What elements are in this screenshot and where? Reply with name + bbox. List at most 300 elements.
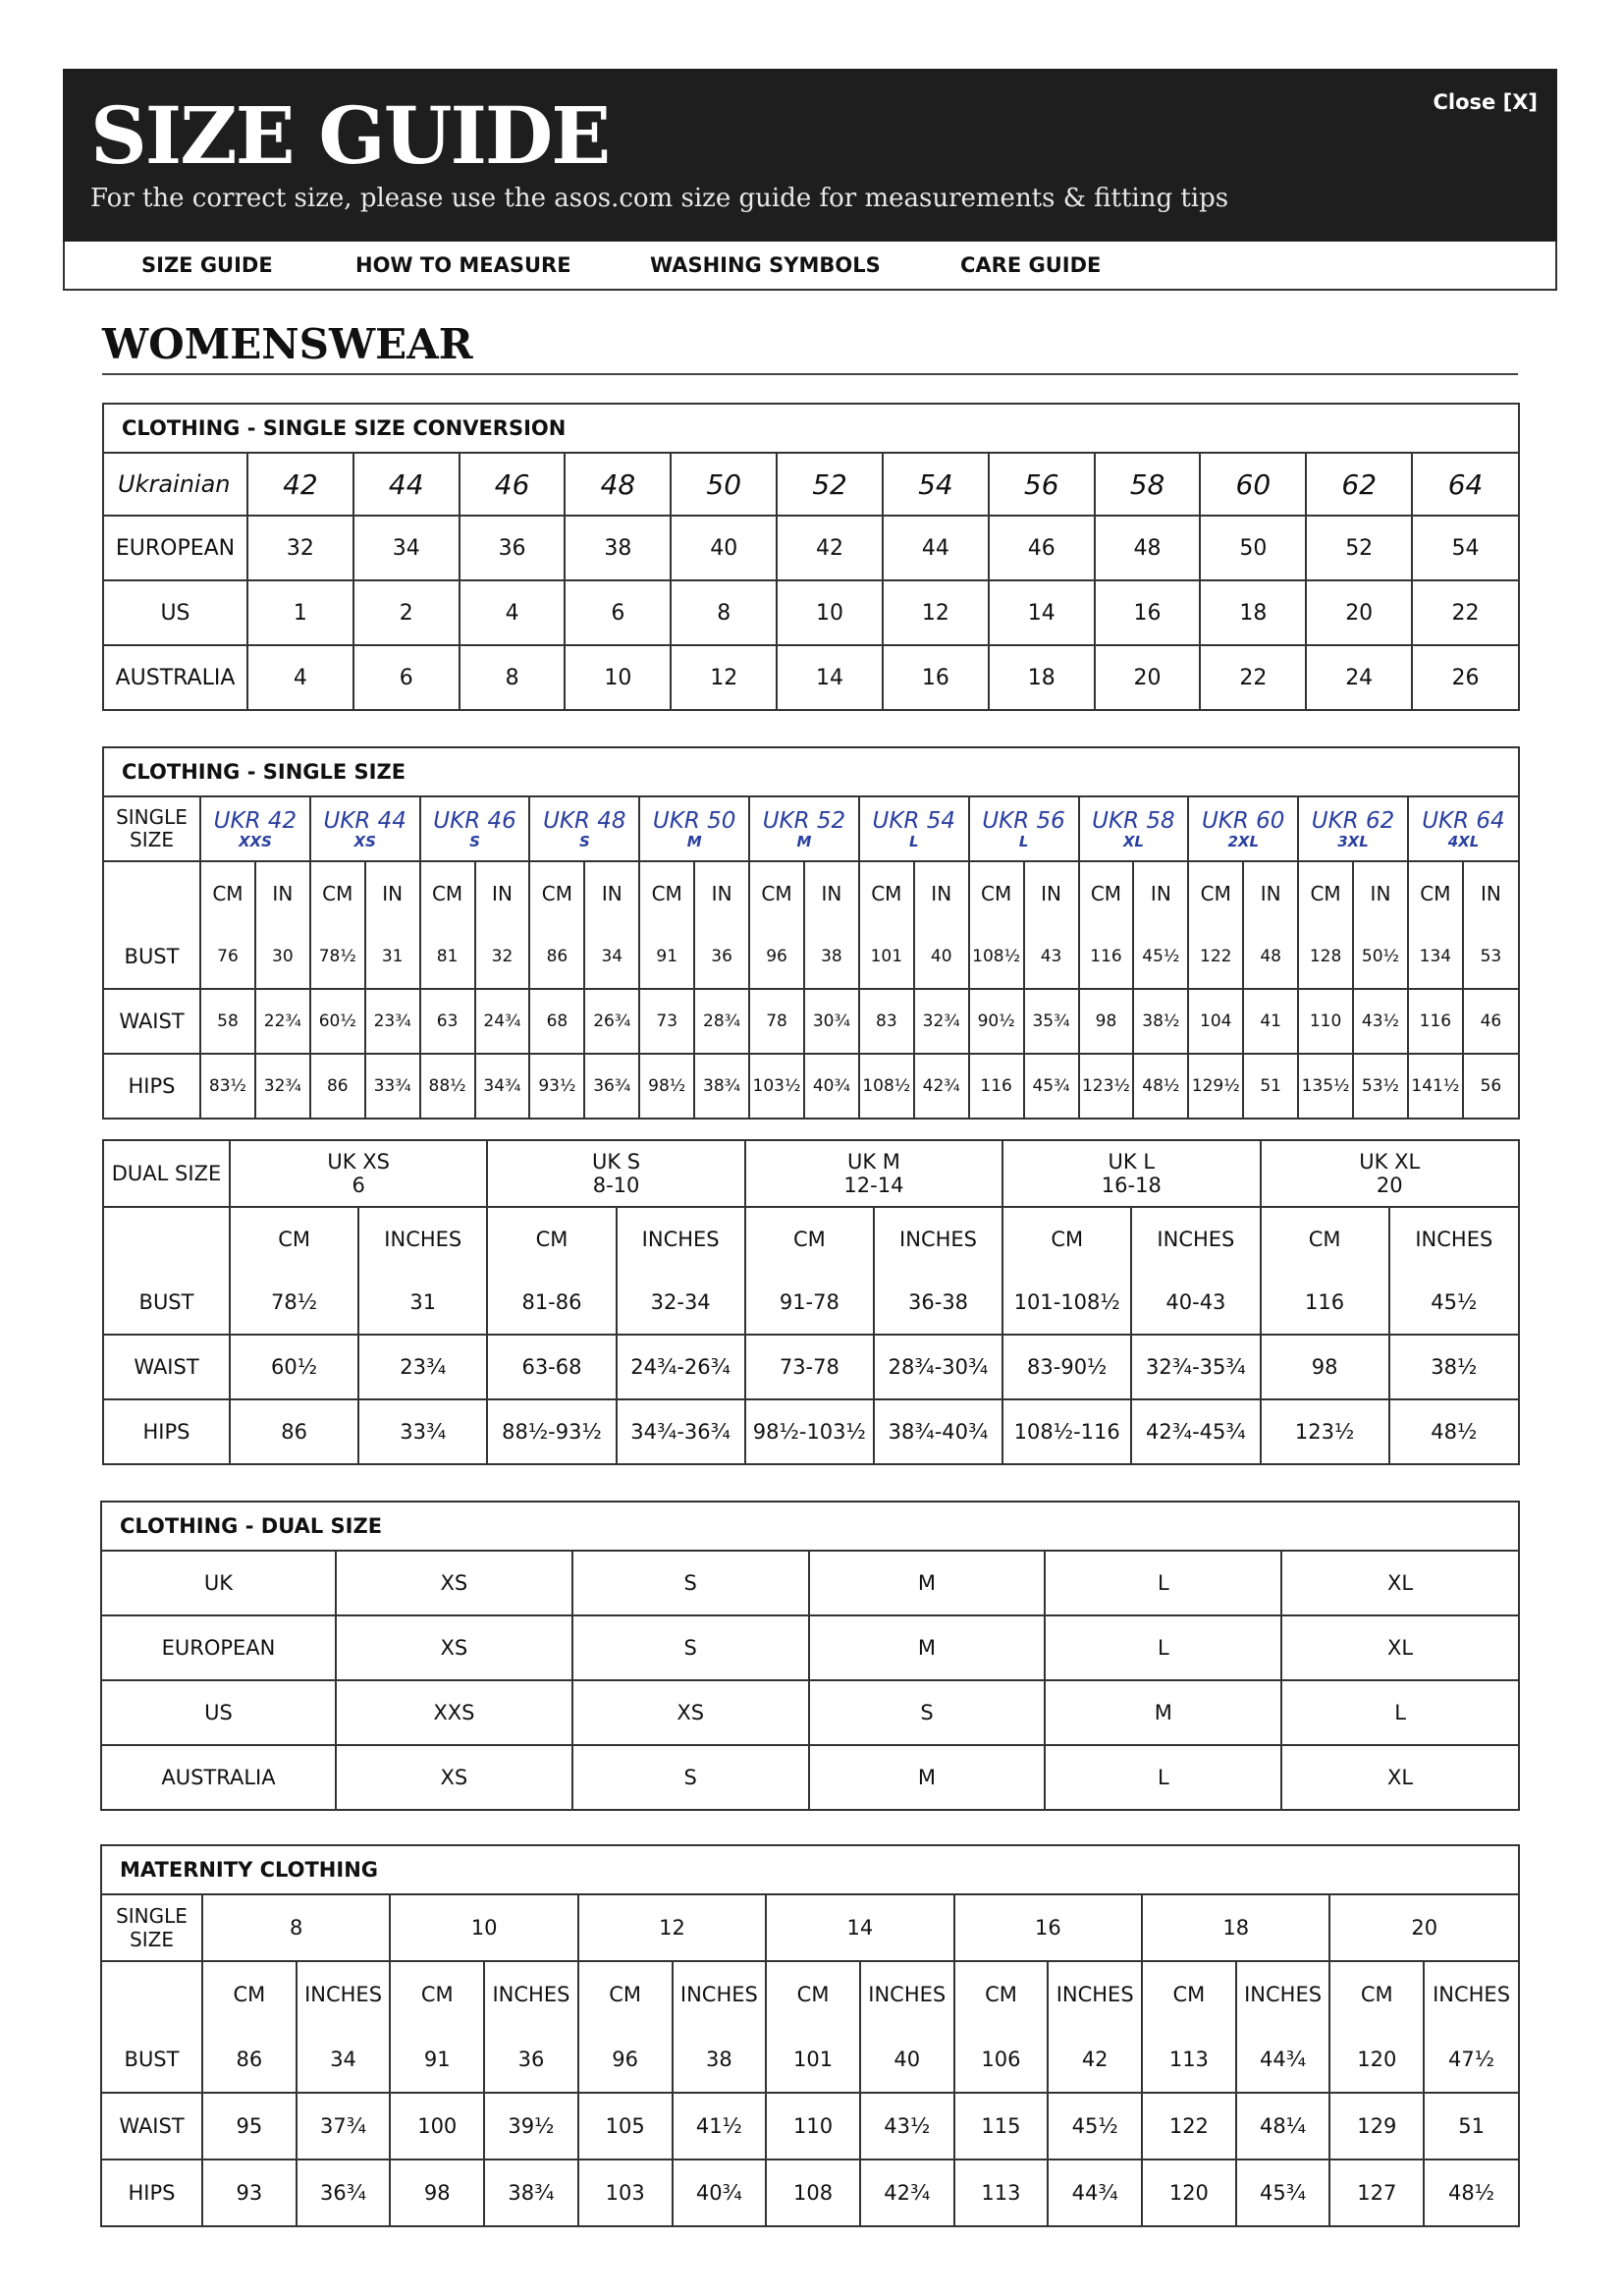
table-cell: 20 — [1095, 645, 1201, 709]
row-label: HIPS — [104, 1399, 230, 1463]
ukr-size-label: UKR 52 — [762, 808, 846, 834]
table-cell: 10 — [777, 580, 883, 645]
table-cell: 47½ — [1424, 2027, 1518, 2093]
table-cell: 40¾ — [673, 2159, 767, 2225]
unit-header: IN — [1353, 861, 1408, 925]
table-cell: 106 — [954, 2027, 1049, 2093]
maternity-table — [100, 1844, 1520, 2227]
table-cell: 88½ — [420, 1054, 475, 1118]
table-cell: L — [1045, 1552, 1281, 1615]
unit-header: CM — [749, 861, 804, 925]
table-cell: 98 — [1079, 989, 1134, 1054]
ukr-size-label: UKR 54 — [872, 808, 956, 834]
table-cell: 48½ — [1133, 1054, 1188, 1118]
size-header — [1298, 797, 1408, 861]
unit-header: CM — [969, 861, 1024, 925]
table-cell: 110 — [766, 2093, 860, 2159]
table-cell: 81 — [420, 925, 475, 989]
table-cell: 45¾ — [1024, 1054, 1079, 1118]
table-title: CLOTHING - SINGLE SIZE CONVERSION — [104, 405, 1518, 454]
row-label: BUST — [104, 925, 200, 989]
size-header: 20 — [1329, 1895, 1518, 1961]
dual-size-measurements-table — [102, 1139, 1520, 1465]
table-cell: 51 — [1424, 2093, 1518, 2159]
unit-header: INCHES — [1236, 1961, 1330, 2027]
table-row — [102, 1745, 1518, 1809]
table-cell: 16 — [1095, 580, 1201, 645]
table-cell: 26 — [1412, 645, 1518, 709]
conversion-grid — [104, 454, 1518, 709]
table-cell: 31 — [365, 925, 420, 989]
table-cell: 48½ — [1424, 2159, 1518, 2225]
table-row — [102, 2027, 1518, 2093]
table-cell: 122 — [1142, 2093, 1236, 2159]
table-cell: 116 — [1408, 989, 1463, 1054]
table-cell: 48 — [1095, 516, 1201, 580]
table-cell: 50 — [1200, 516, 1306, 580]
table-cell: 32¾-35¾ — [1131, 1335, 1260, 1399]
size-name: UK L — [1108, 1150, 1156, 1174]
table-cell: 122 — [1188, 925, 1243, 989]
size-header — [1079, 797, 1189, 861]
table-cell: XS — [336, 1552, 572, 1615]
table-cell: 33¾ — [358, 1399, 487, 1463]
table-cell: 46 — [460, 454, 566, 516]
single-size-label: SINGLE SIZE — [104, 797, 200, 861]
size-header — [420, 797, 530, 861]
table-title: CLOTHING - DUAL SIZE — [102, 1503, 1518, 1552]
table-cell: 24¾ — [475, 989, 530, 1054]
table-cell: 78 — [749, 989, 804, 1054]
table-cell: 20 — [1306, 580, 1412, 645]
row-label: HIPS — [104, 1054, 200, 1118]
table-cell: 60 — [1200, 454, 1306, 516]
table-cell: 98 — [390, 2159, 484, 2225]
table-cell: 45¾ — [1236, 2159, 1330, 2225]
row-label: BUST — [102, 2027, 202, 2093]
unit-header: CM — [1188, 861, 1243, 925]
table-cell: 23¾ — [365, 989, 420, 1054]
table-cell: 129½ — [1188, 1054, 1243, 1118]
table-cell: 48½ — [1389, 1399, 1518, 1463]
size-header: 8 — [202, 1895, 390, 1961]
table-cell: 8 — [671, 580, 777, 645]
table-cell: 42 — [247, 454, 353, 516]
table-cell: 18 — [1200, 580, 1306, 645]
unit-header: IN — [1024, 861, 1079, 925]
table-cell: 32 — [247, 516, 353, 580]
table-row — [102, 1615, 1518, 1680]
blank-cell — [104, 861, 200, 925]
unit-header: CM — [200, 861, 255, 925]
table-cell: 38½ — [1133, 989, 1188, 1054]
row-label: EUROPEAN — [102, 1615, 336, 1680]
row-label: US — [102, 1680, 336, 1745]
letter-size-tag: 3XL — [1337, 833, 1369, 850]
table-cell: S — [809, 1680, 1046, 1745]
table-cell: 100 — [390, 2093, 484, 2159]
ukr-size-label: UKR 56 — [982, 808, 1065, 834]
table-cell: 37¾ — [297, 2093, 391, 2159]
table-cell: 38¾-40¾ — [874, 1399, 1002, 1463]
table-cell: 22 — [1200, 645, 1306, 709]
table-cell: 68 — [529, 989, 584, 1054]
table-cell: 86 — [202, 2027, 297, 2093]
table-cell: 43 — [1024, 925, 1079, 989]
table-cell: 34 — [353, 516, 460, 580]
table-cell: 60½ — [310, 989, 365, 1054]
table-cell: 14 — [777, 645, 883, 709]
table-cell: 62 — [1306, 454, 1412, 516]
size-header — [745, 1141, 1002, 1207]
table-row — [102, 1552, 1518, 1615]
table-cell: 18 — [989, 645, 1095, 709]
size-header: 14 — [766, 1895, 953, 1961]
size-header — [1408, 797, 1518, 861]
row-label: AUSTRALIA — [104, 645, 247, 709]
table-cell: XL — [1281, 1552, 1518, 1615]
table-cell: 52 — [777, 454, 883, 516]
table-cell: 40 — [671, 516, 777, 580]
table-cell: 58 — [200, 989, 255, 1054]
letter-size-tag: 2XL — [1227, 833, 1259, 850]
size-header — [969, 797, 1079, 861]
unit-header: CM — [1002, 1207, 1131, 1271]
table-cell: 34 — [297, 2027, 391, 2093]
row-label: WAIST — [104, 989, 200, 1054]
size-guide-header — [63, 69, 1557, 242]
table-cell: 98½-103½ — [745, 1399, 874, 1463]
tab-size-guide[interactable]: SIZE GUIDE — [141, 253, 273, 277]
table-cell: 54 — [1412, 516, 1518, 580]
table-cell: 45½ — [1133, 925, 1188, 989]
table-cell: 43½ — [860, 2093, 954, 2159]
letter-size-tag: L — [909, 833, 919, 850]
table-cell: 101 — [766, 2027, 860, 2093]
table-cell: 38 — [565, 516, 671, 580]
table-cell: 41 — [1243, 989, 1298, 1054]
table-cell: 32 — [475, 925, 530, 989]
table-cell: 38¾ — [484, 2159, 578, 2225]
unit-header: IN — [694, 861, 749, 925]
size-number: 6 — [352, 1174, 365, 1197]
row-label: WAIST — [104, 1335, 230, 1399]
dual-size-measure-grid — [104, 1141, 1518, 1463]
table-cell: 90½ — [969, 989, 1024, 1054]
table-cell: 91 — [639, 925, 694, 989]
table-cell: 93½ — [529, 1054, 584, 1118]
letter-size-tag: XL — [1122, 833, 1144, 850]
table-cell: 56 — [989, 454, 1095, 516]
table-cell: 53½ — [1353, 1054, 1408, 1118]
table-cell: 36¾ — [297, 2159, 391, 2225]
ukr-size-label: UKR 42 — [213, 808, 298, 834]
table-row — [104, 580, 1518, 645]
table-cell: 134 — [1408, 925, 1463, 989]
table-cell: 10 — [565, 645, 671, 709]
row-label: WAIST — [102, 2093, 202, 2159]
table-cell: 28¾ — [694, 989, 749, 1054]
ukr-size-label: UKR 60 — [1201, 808, 1285, 834]
table-cell: 108½-116 — [1002, 1399, 1131, 1463]
row-label: HIPS — [102, 2159, 202, 2225]
size-name: UK S — [591, 1150, 641, 1174]
single-size-conversion-table — [102, 403, 1520, 711]
table-cell: 6 — [565, 580, 671, 645]
table-cell: 96 — [578, 2027, 673, 2093]
letter-size-tag: S — [469, 833, 480, 850]
table-cell: 105 — [578, 2093, 673, 2159]
unit-header: INCHES — [1424, 1961, 1518, 2027]
table-cell: 91-78 — [745, 1271, 874, 1335]
unit-header: CM — [578, 1961, 673, 2027]
table-cell: 36 — [484, 2027, 578, 2093]
table-cell: 78½ — [230, 1271, 358, 1335]
tab-washing-symbols[interactable]: WASHING SYMBOLS — [650, 253, 881, 277]
size-header — [859, 797, 969, 861]
table-cell: M — [1045, 1680, 1281, 1745]
table-cell: 6 — [353, 645, 460, 709]
unit-header: IN — [1133, 861, 1188, 925]
unit-header: IN — [914, 861, 969, 925]
ukr-size-label: UKR 46 — [433, 808, 516, 834]
table-row — [104, 1271, 1518, 1335]
table-cell: S — [572, 1552, 809, 1615]
table-cell: L — [1045, 1745, 1281, 1809]
table-cell: 135½ — [1298, 1054, 1353, 1118]
unit-header: INCHES — [484, 1961, 578, 2027]
table-cell: 33¾ — [365, 1054, 420, 1118]
unit-header: CM — [766, 1961, 860, 2027]
table-cell: 42 — [1048, 2027, 1142, 2093]
unit-header: INCHES — [1389, 1207, 1518, 1271]
table-cell: M — [809, 1745, 1046, 1809]
close-button[interactable]: Close [X] — [1433, 90, 1538, 114]
table-row — [102, 2093, 1518, 2159]
table-cell: XS — [572, 1680, 809, 1745]
table-cell: 4 — [460, 580, 566, 645]
unit-header: CM — [390, 1961, 484, 2027]
ukr-size-label: UKR 58 — [1092, 808, 1175, 834]
letter-size-tag: XXS — [238, 833, 272, 850]
table-cell: 101-108½ — [1002, 1271, 1131, 1335]
size-header: 10 — [390, 1895, 577, 1961]
table-cell: 98 — [1261, 1335, 1389, 1399]
size-number: 16-18 — [1101, 1174, 1162, 1197]
table-cell: 46 — [1463, 989, 1518, 1054]
table-cell: 40 — [860, 2027, 954, 2093]
table-cell: XS — [336, 1615, 572, 1680]
table-cell: 83 — [859, 989, 914, 1054]
size-header — [487, 1141, 744, 1207]
table-cell: 48 — [565, 454, 671, 516]
table-cell: 41½ — [673, 2093, 767, 2159]
unit-header: IN — [584, 861, 639, 925]
unit-header: CM — [529, 861, 584, 925]
tab-care-guide[interactable]: CARE GUIDE — [960, 253, 1102, 277]
unit-header: CM — [954, 1961, 1049, 2027]
tab-how-to-measure[interactable]: HOW TO MEASURE — [355, 253, 571, 277]
table-cell: 101 — [859, 925, 914, 989]
size-header — [1188, 797, 1298, 861]
unit-header: CM — [1329, 1961, 1424, 2027]
header-subtitle: For the correct size, please use the asos.com size guide for measurements & fitting tips — [90, 184, 1229, 213]
table-cell: 4 — [247, 645, 353, 709]
table-cell: 120 — [1329, 2027, 1424, 2093]
table-cell: 113 — [954, 2159, 1049, 2225]
table-cell: 34¾-36¾ — [617, 1399, 745, 1463]
size-header — [749, 797, 859, 861]
table-cell: 98½ — [639, 1054, 694, 1118]
table-row — [102, 2159, 1518, 2225]
unit-header: INCHES — [1048, 1961, 1142, 2027]
table-cell: 42 — [777, 516, 883, 580]
table-cell: 76 — [200, 925, 255, 989]
row-label: EUROPEAN — [104, 516, 247, 580]
table-cell: 120 — [1142, 2159, 1236, 2225]
table-cell: 108½ — [859, 1054, 914, 1118]
table-cell: XS — [336, 1745, 572, 1809]
table-cell: S — [572, 1615, 809, 1680]
table-cell: 81-86 — [487, 1271, 616, 1335]
row-label: BUST — [104, 1271, 230, 1335]
table-cell: 110 — [1298, 989, 1353, 1054]
table-cell: 12 — [671, 645, 777, 709]
table-cell: 116 — [1079, 925, 1134, 989]
table-cell: 45½ — [1389, 1271, 1518, 1335]
table-cell: 103½ — [749, 1054, 804, 1118]
table-cell: 141½ — [1408, 1054, 1463, 1118]
table-cell: 48¼ — [1236, 2093, 1330, 2159]
table-cell: 31 — [358, 1271, 487, 1335]
size-number: 8-10 — [592, 1174, 640, 1197]
table-cell: 14 — [989, 580, 1095, 645]
blank-cell — [102, 1961, 202, 2027]
table-cell: 116 — [969, 1054, 1024, 1118]
table-cell: 63 — [420, 989, 475, 1054]
size-name: UK M — [846, 1150, 900, 1174]
row-label: US — [104, 580, 247, 645]
table-cell: 93 — [202, 2159, 297, 2225]
table-cell: 108½ — [969, 925, 1024, 989]
table-cell: M — [809, 1552, 1046, 1615]
size-header — [200, 797, 310, 861]
table-cell: 36-38 — [874, 1271, 1002, 1335]
unit-header: CM — [202, 1961, 297, 2027]
unit-header: CM — [859, 861, 914, 925]
unit-header: CM — [745, 1207, 874, 1271]
unit-header: CM — [639, 861, 694, 925]
ukr-size-label: UKR 64 — [1422, 808, 1505, 834]
table-cell: 28¾-30¾ — [874, 1335, 1002, 1399]
table-cell: 23¾ — [358, 1335, 487, 1399]
table-cell: 58 — [1095, 454, 1201, 516]
table-cell: 96 — [749, 925, 804, 989]
table-cell: 104 — [1188, 989, 1243, 1054]
unit-header: INCHES — [1131, 1207, 1260, 1271]
dual-size-table — [100, 1501, 1520, 1811]
blank-cell — [104, 1207, 230, 1271]
row-label: AUSTRALIA — [102, 1745, 336, 1809]
table-title: MATERNITY CLOTHING — [102, 1846, 1518, 1895]
dual-size-grid — [102, 1552, 1518, 1809]
ukr-size-label: UKR 48 — [543, 808, 626, 834]
table-row — [104, 1399, 1518, 1463]
unit-header: INCHES — [673, 1961, 767, 2027]
table-cell: 40 — [914, 925, 969, 989]
maternity-grid — [102, 1895, 1518, 2225]
table-cell: 44¾ — [1048, 2159, 1142, 2225]
table-cell: 22¾ — [255, 989, 310, 1054]
table-cell: 36 — [460, 516, 566, 580]
table-row — [104, 516, 1518, 580]
ukr-size-label: UKR 44 — [323, 808, 406, 834]
size-name: UK XL — [1359, 1150, 1421, 1174]
table-cell: 38 — [673, 2027, 767, 2093]
table-cell: 42¾ — [860, 2159, 954, 2225]
table-cell: 50 — [671, 454, 777, 516]
table-cell: 44 — [353, 454, 460, 516]
size-header — [310, 797, 420, 861]
unit-header: INCHES — [874, 1207, 1002, 1271]
unit-header: INCHES — [358, 1207, 487, 1271]
table-cell: 73-78 — [745, 1335, 874, 1399]
table-cell: 116 — [1261, 1271, 1389, 1335]
table-cell: 38 — [804, 925, 859, 989]
unit-header: CM — [487, 1207, 616, 1271]
table-cell: XXS — [336, 1680, 572, 1745]
table-cell: 35¾ — [1024, 989, 1079, 1054]
ukr-size-label: UKR 62 — [1311, 808, 1395, 834]
size-name: UK XS — [327, 1150, 390, 1174]
table-cell: 56 — [1463, 1054, 1518, 1118]
unit-header: CM — [1298, 861, 1353, 925]
table-cell: 34 — [584, 925, 639, 989]
table-cell: 32¾ — [255, 1054, 310, 1118]
table-cell: 46 — [989, 516, 1095, 580]
table-cell: 83-90½ — [1002, 1335, 1131, 1399]
table-cell: 127 — [1329, 2159, 1424, 2225]
table-row — [104, 1335, 1518, 1399]
table-cell: L — [1281, 1680, 1518, 1745]
table-cell: 73 — [639, 989, 694, 1054]
table-cell: XL — [1281, 1615, 1518, 1680]
table-cell: 48 — [1243, 925, 1298, 989]
page-title: SIZE GUIDE — [90, 89, 610, 182]
table-cell: 42¾ — [914, 1054, 969, 1118]
table-cell: 86 — [230, 1399, 358, 1463]
table-cell: 51 — [1243, 1054, 1298, 1118]
tab-bar — [63, 242, 1557, 291]
table-cell: 54 — [883, 454, 989, 516]
single-size-grid — [104, 797, 1518, 1118]
size-number: 12-14 — [843, 1174, 904, 1197]
table-cell: 83½ — [200, 1054, 255, 1118]
table-cell: 88½-93½ — [487, 1399, 616, 1463]
table-cell: 2 — [353, 580, 460, 645]
size-header — [1002, 1141, 1260, 1207]
table-cell: 38¾ — [694, 1054, 749, 1118]
table-cell: 44 — [883, 516, 989, 580]
unit-header: INCHES — [860, 1961, 954, 2027]
table-cell: 52 — [1306, 516, 1412, 580]
table-cell: 108 — [766, 2159, 860, 2225]
unit-header: INCHES — [297, 1961, 391, 2027]
single-size-label: SINGLE SIZE — [102, 1895, 202, 1961]
unit-header: IN — [255, 861, 310, 925]
size-header: 12 — [578, 1895, 766, 1961]
row-label: Ukrainian — [104, 454, 247, 516]
